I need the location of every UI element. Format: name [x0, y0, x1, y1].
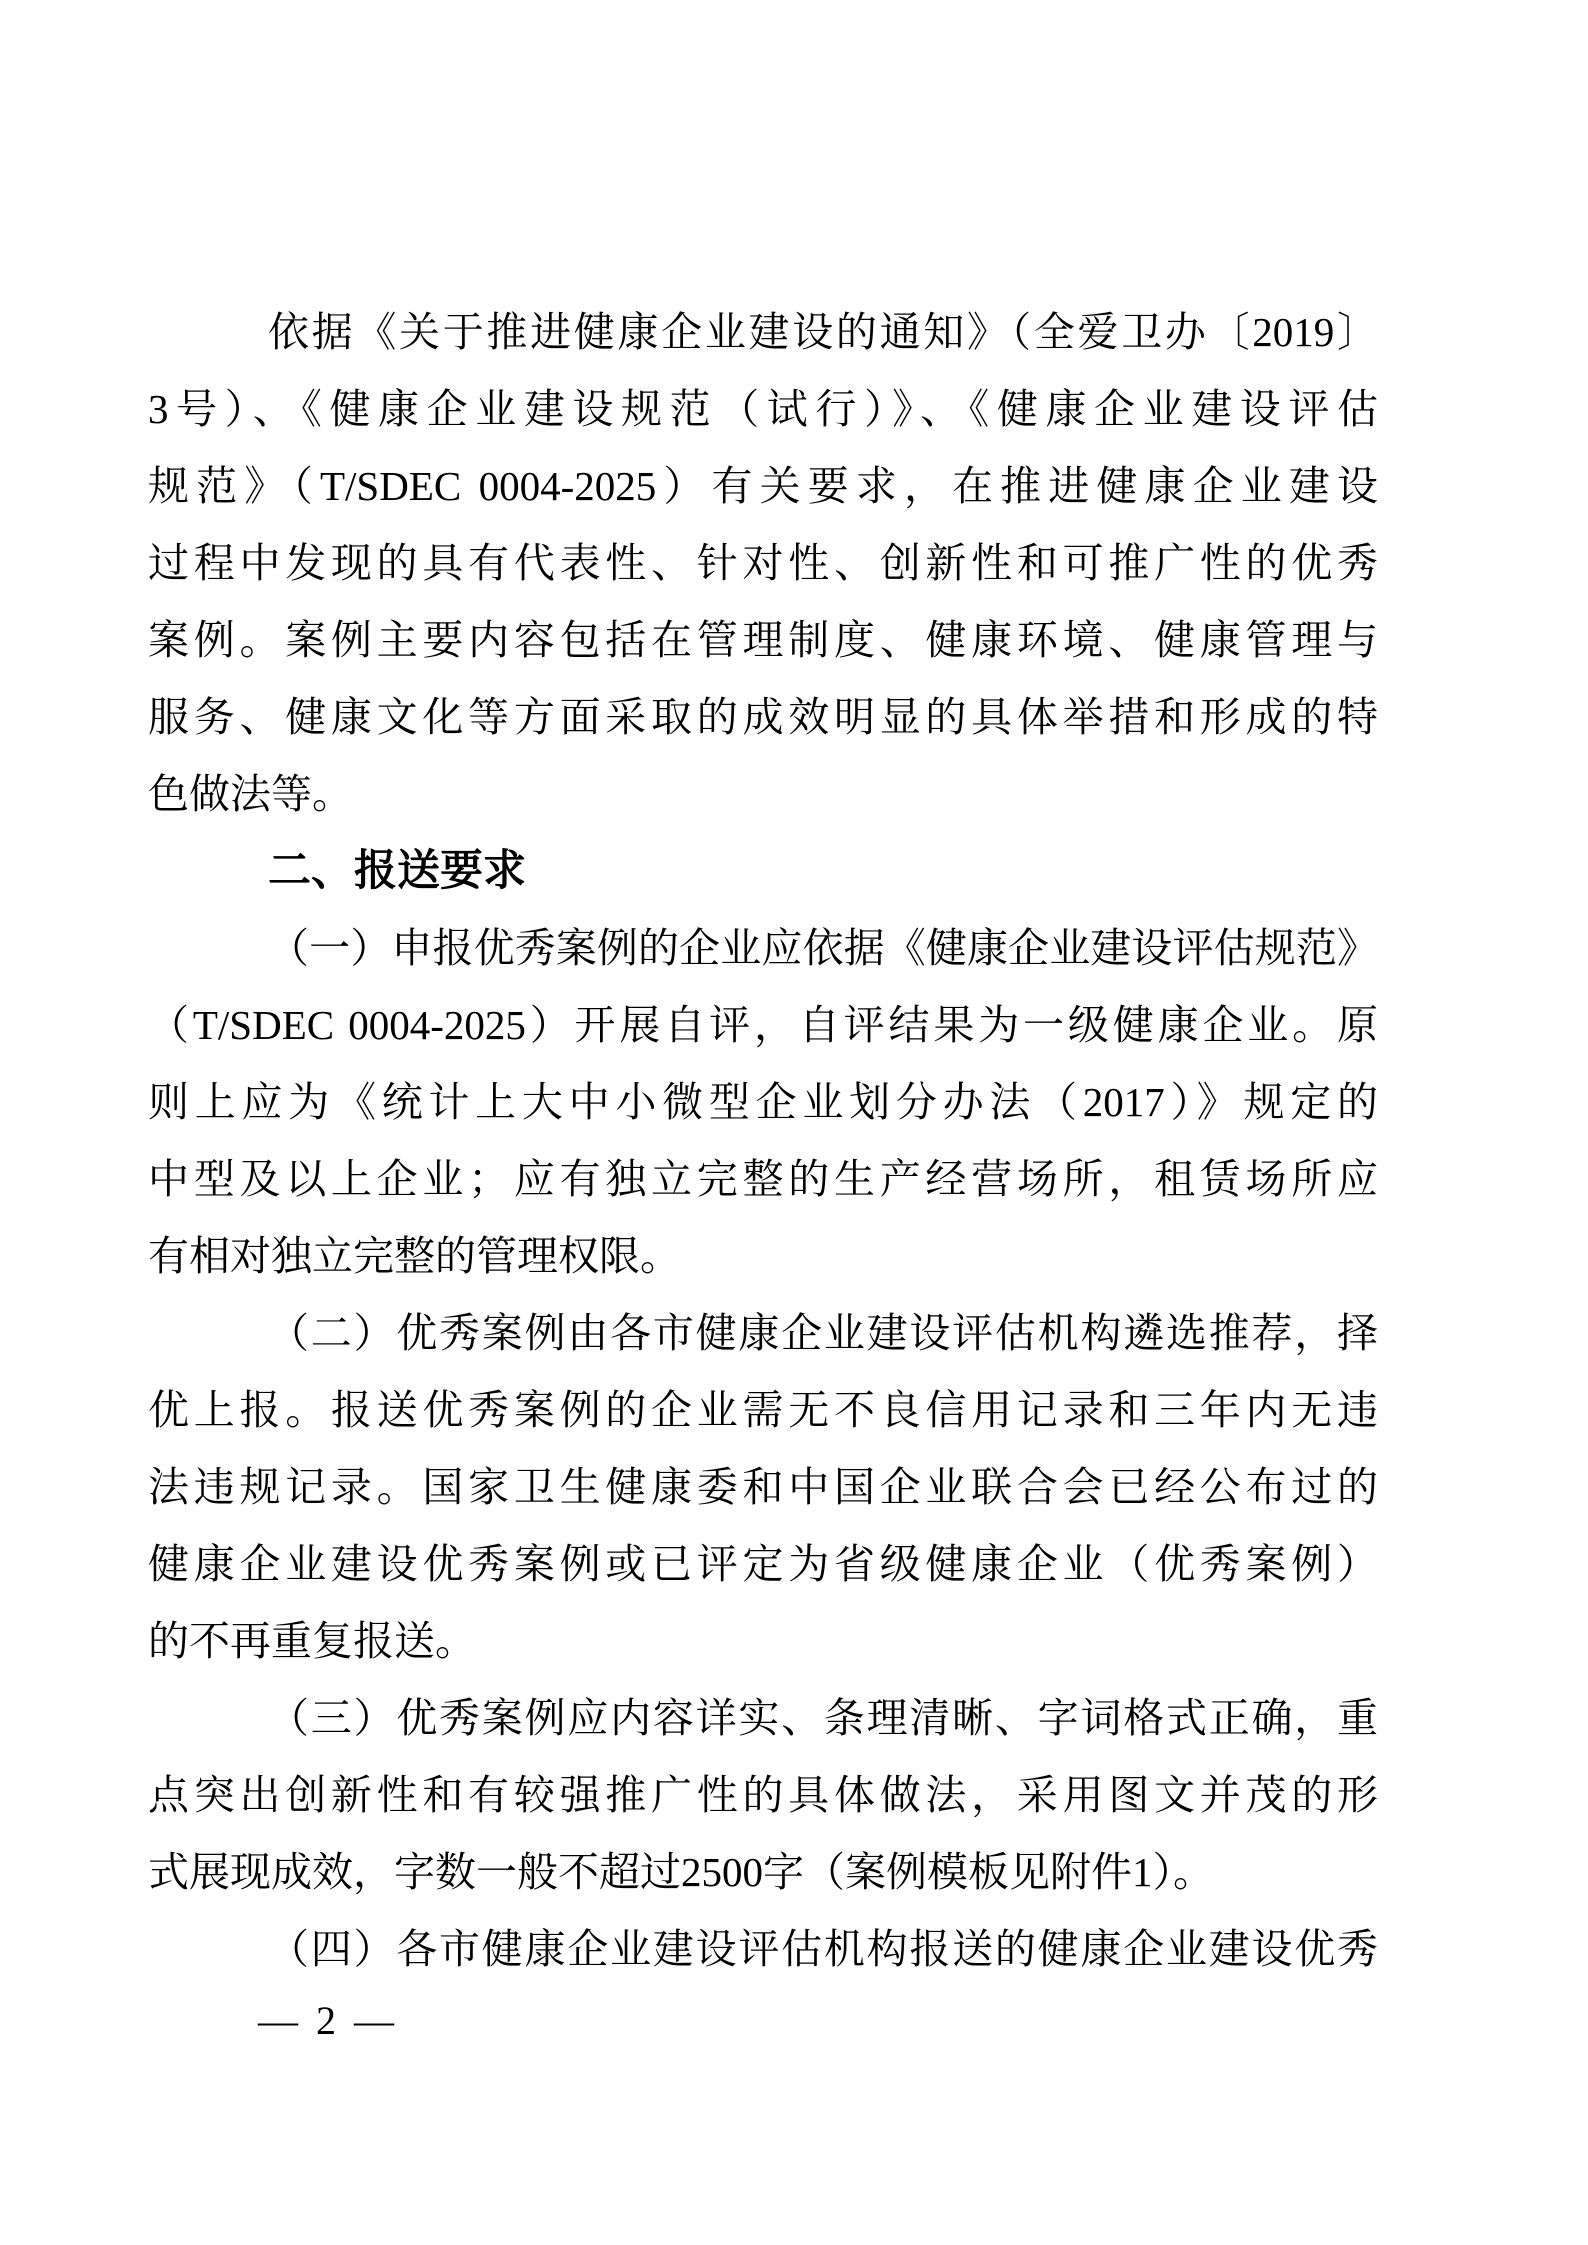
text-line: 过程中发现的具有代表性、针对性、创新性和可推广性的优秀	[148, 540, 1378, 586]
document-body	[148, 294, 1378, 1988]
page-number: — 2 —	[258, 1998, 398, 2043]
text-line: 的不再重复报送。	[148, 1618, 476, 1664]
text-line: 3号）、《健康企业建设规范（试行）》、《健康企业建设评估	[148, 386, 1378, 432]
text-line: 色做法等。	[148, 771, 353, 817]
text-line: （一）申报优秀案例的企业应依据《健康企业建设评估规范》	[268, 925, 1378, 971]
section-heading: 二、报送要求	[268, 847, 526, 895]
text-line: 式展现成效，字数一般不超过2500字（案例模板见附件1）。	[148, 1849, 1214, 1895]
text-line: 案例。案例主要内容包括在管理制度、健康环境、健康管理与	[148, 617, 1378, 663]
text-line: 健康企业建设优秀案例或已评定为省级健康企业（优秀案例）	[148, 1541, 1378, 1587]
text-line: （T/SDEC 0004-2025）开展自评，自评结果为一级健康企业。原	[148, 1002, 1378, 1048]
text-line: 有相对独立完整的管理权限。	[148, 1233, 681, 1279]
text-line: 优上报。报送优秀案例的企业需无不良信用记录和三年内无违	[148, 1387, 1378, 1433]
text-line: 中型及以上企业；应有独立完整的生产经营场所，租赁场所应	[148, 1156, 1378, 1202]
text-line: 则上应为《统计上大中小微型企业划分办法（2017）》规定的	[148, 1079, 1378, 1125]
text-line: 依据《关于推进健康企业建设的通知》（全爱卫办〔2019〕	[268, 309, 1378, 355]
text-line: （四）各市健康企业建设评估机构报送的健康企业建设优秀	[268, 1926, 1378, 1972]
text-line: 点突出创新性和有较强推广性的具体做法，采用图文并茂的形	[148, 1772, 1378, 1818]
text-line: （二）优秀案例由各市健康企业建设评估机构遴选推荐，择	[268, 1310, 1378, 1356]
text-line: 法违规记录。国家卫生健康委和中国企业联合会已经公布过的	[148, 1464, 1378, 1510]
text-line: 服务、健康文化等方面采取的成效明显的具体举措和形成的特	[148, 694, 1378, 740]
text-line: 规范》（T/SDEC 0004-2025）有关要求，在推进健康企业建设	[148, 463, 1378, 509]
text-line: （三）优秀案例应内容详实、条理清晰、字词格式正确，重	[268, 1695, 1378, 1741]
